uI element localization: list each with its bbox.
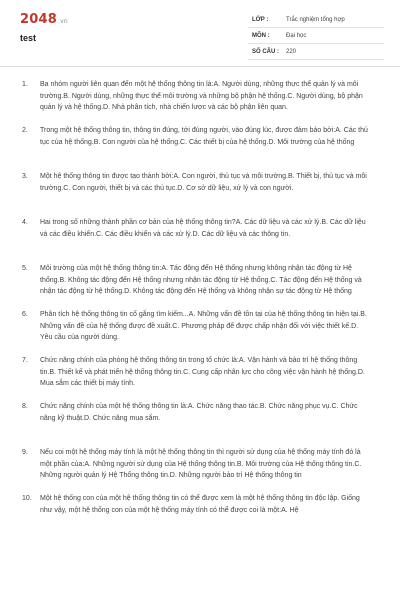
question-number: 10. — [22, 495, 32, 502]
meta-label: LỚP : — [252, 16, 269, 23]
question-text: Phân tích hệ thống thông tin cố gắng tìm kiếm...A. Những vấn đề tồn tại của hệ thống thông tin hiện tại.B. Những vấn đề của hệ thống được đề xuất.C. Phương pháp để được chấp nhận đối với việc thiết kế.D. Yêu cầu của người dùng. — [40, 311, 367, 341]
question-number: 2. — [22, 127, 28, 134]
question-text: Trong một hệ thống thông tin, thông tin đúng, tới đúng người, vào đúng lúc, được đảm bảo bởi:A. Các thủ tục của hệ thống.B. Con người của hệ thống.C. Các thiết bị của hệ thống.D. Môi trường của hệ thống — [40, 127, 368, 146]
question-text: Chức năng chính của phòng hệ thống thông tin trong tổ chức là:A. Vận hành và bảo trì hệ thống thông tin.B. Thiết kế và phát triển hệ thống thông tin.C. Cung cấp nhân lực cho công việc vận hành hệ thống.D. Mua sắm các thiết bị máy tính. — [40, 357, 365, 387]
question-item — [22, 355, 372, 401]
meta-label: MÔN : — [252, 32, 270, 39]
question-item — [22, 125, 372, 171]
question-list — [0, 67, 400, 539]
question-item — [22, 401, 372, 447]
logo-suffix: .vn — [57, 18, 68, 25]
question-text: Chức năng chính của một hệ thống thông tin là:A. Chức năng thao tác.B. Chức năng phục vụ.C. Chức năng kỹ thuật.D. Chức năng mua sắm. — [40, 403, 358, 422]
question-text: Hai trong số những thành phần cơ bản của hệ thống thông tin?A. Các dữ liệu và các xử lý.B. Các dữ liệu và các điều khiển.C. Các điều khiển và các xử lý.D. Các dữ liệu và các thông tin. — [40, 219, 366, 238]
question-text: Một hệ thống thông tin được tạo thành bởi:A. Con người, thủ tục và môi trường.B. Thiết bị, thủ tục và môi trường.C. Con người, thiết bị và các thủ tục.D. Cơ sở dữ liệu, xử lý và con người. — [40, 173, 367, 192]
question-number: 7. — [22, 357, 28, 364]
question-text: Nếu coi một hệ thống máy tính là một hệ thống thông tin thì người sử dụng của hệ thống máy tính đó là một phần của:A. Những người sử dụng của Hệ thống thông tin.B. Môi trường của Hệ thống thông tin.C. Những người quản lý Hệ Thống thông tin.D. Những người bảo trì Hệ thống thông tin — [40, 449, 362, 479]
site-logo[interactable] — [20, 12, 68, 27]
question-item — [22, 79, 372, 125]
question-text: Một hệ thống con của một hệ thống thông tin có thể được xem là một hệ thống thông tin độc lập. Giống như vậy, một hệ thống con của một hệ thống máy tính có thể được coi là một:A. Hệ — [40, 495, 360, 514]
question-item — [22, 309, 372, 355]
meta-value: 220 — [286, 48, 297, 55]
meta-row-class — [248, 12, 384, 28]
question-item — [22, 217, 372, 263]
question-number: 1. — [22, 81, 28, 88]
meta-value: Trắc nghiệm tổng hợp — [286, 16, 345, 23]
test-title: test — [20, 33, 37, 43]
meta-row-count — [248, 44, 384, 60]
question-number: 5. — [22, 265, 28, 272]
question-text: Môi trường của một hệ thống thông tin:A. Tác động đến Hệ thống nhưng không nhận tác động từ Hệ thống.B. Không tác động đến Hệ thống nhưng nhận tác động từ Hệ thống.C. Tác động đến Hệ thống và nhận tác động từ hệ thống.D. Không tác động đến Hệ thống và không nhận sự tác động từ Hệ thống — [40, 265, 362, 295]
meta-table — [248, 12, 384, 60]
question-text: Ba nhóm người liên quan đến một hệ thống thông tin là:A. Người dùng, những thực thể quản lý và môi trường.B. Người dùng, những thực thể môi trường và những bộ phận hệ thống.C. Người dùng, bộ phận quản lý và hệ thống.D. Nhà phân tích, nhà chiến lược và các bộ phận liên quan. — [40, 81, 363, 111]
meta-row-subject — [248, 28, 384, 44]
meta-value: Đại học — [286, 32, 307, 39]
question-number: 9. — [22, 449, 28, 456]
question-item — [22, 171, 372, 217]
question-number: 6. — [22, 311, 28, 318]
question-number: 3. — [22, 173, 28, 180]
logo-text: 2048 — [20, 12, 57, 27]
question-number: 8. — [22, 403, 28, 410]
question-item — [22, 447, 372, 493]
question-number: 4. — [22, 219, 28, 226]
meta-label: SỐ CÂU : — [252, 48, 279, 55]
page-header — [0, 0, 400, 67]
question-item — [22, 263, 372, 309]
question-item — [22, 493, 372, 539]
